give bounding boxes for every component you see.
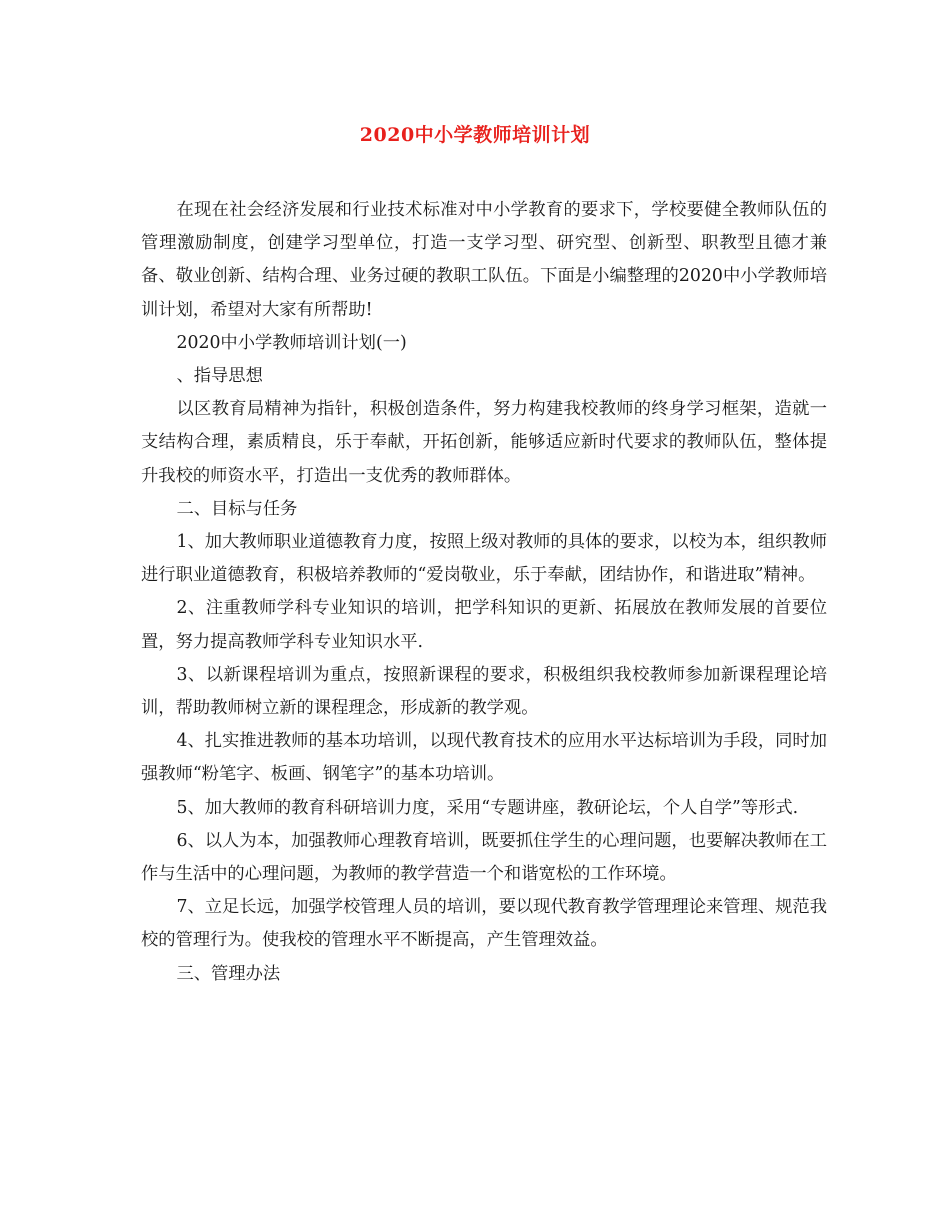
goal-item-1: 1、加大教师职业道德教育力度，按照上级对教师的具体的要求，以校为本，组织教师进行职业道德教育，积极培养教师的“爱岗敬业，乐于奉献，团结协作，和谐进取”精神。 <box>141 532 827 586</box>
goal-item-7: 7、立足长远，加强学校管理人员的培训，要以现代教育教学管理理论来管理、规范我校的管理行为。使我校的管理水平不断提高，产生管理效益。 <box>141 897 827 951</box>
section-heading-goals-tasks: 二、目标与任务 <box>176 498 298 519</box>
page-title: 2020中小学教师培训计划 <box>359 124 591 146</box>
section-heading-management: 三、管理办法 <box>176 963 281 984</box>
guiding-ideas-paragraph: 以区教育局精神为指针，积极创造条件，努力构建我校教师的终身学习框架，造就一支结构合理，素质精良，乐于奉献，开拓创新，能够适应新时代要求的教师队伍，整体提升我校的师资水平，打造出一支优秀的教师群体。 <box>141 399 827 486</box>
intro-paragraph: 在现在社会经济发展和行业技术标准对中小学教育的要求下，学校要健全教师队伍的管理激励制度，创建学习型单位，打造一支学习型、研究型、创新型、职教型且德才兼备、敬业创新、结构合理、业务过硬的教职工队伍。下面是小编整理的2020中小学教师培训计划，希望对大家有所帮助! <box>141 200 827 320</box>
document-body <box>141 194 827 991</box>
section-heading-guiding-ideas: 、指导思想 <box>176 366 263 387</box>
goal-item-6: 6、以人为本，加强教师心理教育培训，既要抓住学生的心理问题，也要解决教师在工作与生活中的心理问题，为教师的教学营造一个和谐宽松的工作环境。 <box>141 830 827 885</box>
plan-subtitle: 2020中小学教师培训计划(一) <box>176 332 407 353</box>
goal-item-3: 3、以新课程培训为重点，按照新课程的要求，积极组织我校教师参加新课程理论培训，帮助教师树立新的课程理念，形成新的教学观。 <box>141 664 827 719</box>
goal-item-5: 5、加大教师的教育科研培训力度，采用“专题讲座，教研论坛，个人自学”等形式. <box>176 797 799 818</box>
goal-item-4: 4、扎实推进教师的基本功培训，以现代教育技术的应用水平达标培训为手段，同时加强教师“粉笔字、板画、钢笔字”的基本功培训。 <box>141 731 827 785</box>
goal-item-2: 2、注重教师学科专业知识的培训，把学科知识的更新、拓展放在教师发展的首要位置，努力提高教师学科专业知识水平. <box>141 598 827 652</box>
